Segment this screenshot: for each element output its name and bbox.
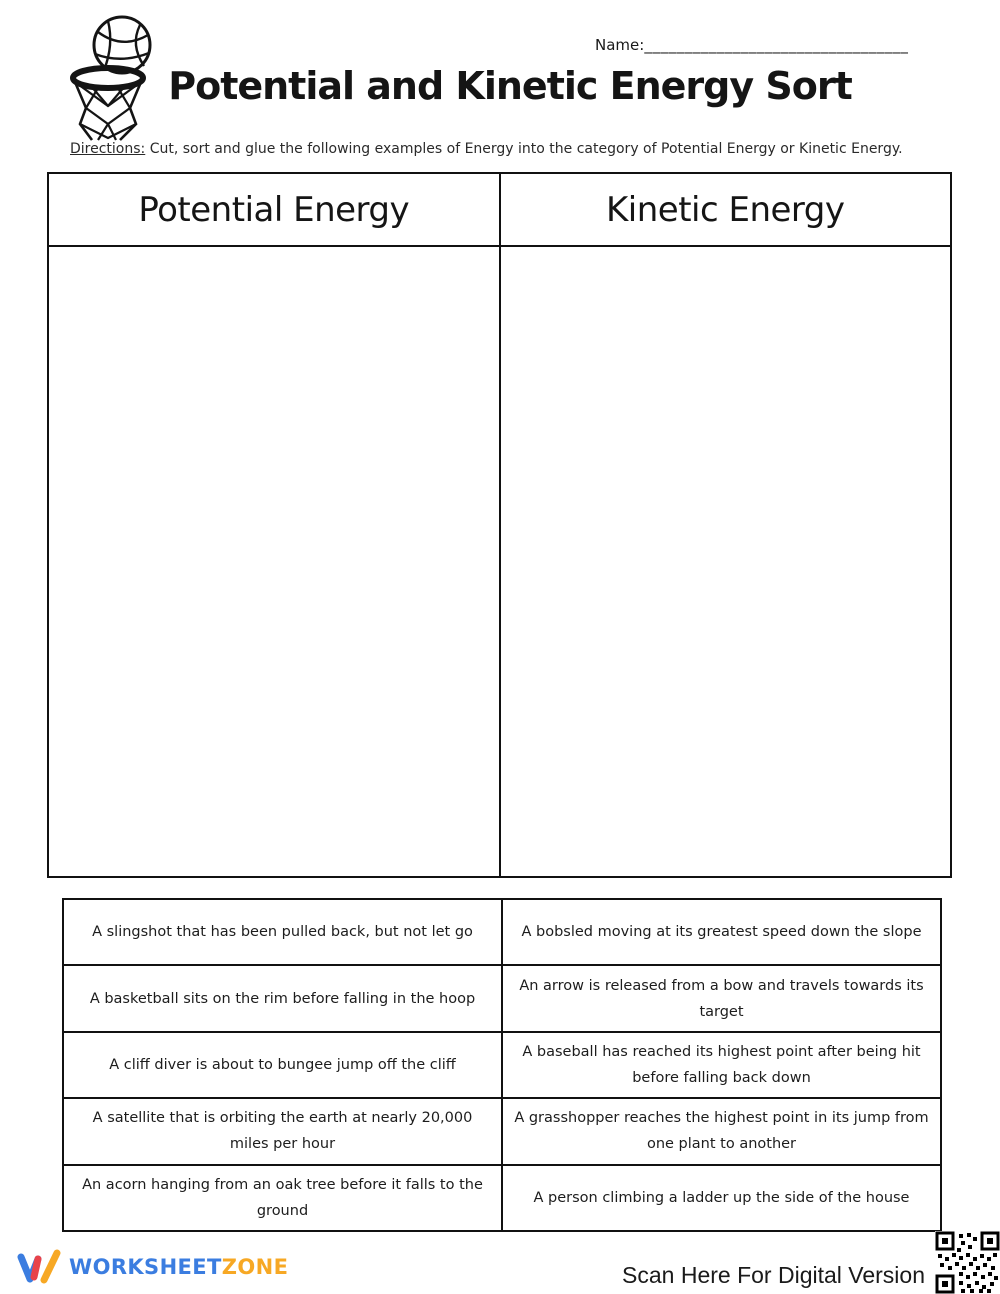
sort-table [47, 172, 952, 878]
column-header-potential-energy: Potential Energy [49, 174, 501, 245]
logo-text-zone: ZONE [221, 1255, 289, 1279]
energy-card[interactable]: An acorn hanging from an oak tree before it falls to the ground [63, 1165, 502, 1231]
energy-card[interactable]: A person climbing a ladder up the side of the house [502, 1165, 941, 1231]
logo-text-worksheet: WORKSHEET [69, 1255, 222, 1279]
directions [70, 141, 903, 157]
energy-card[interactable]: A satellite that is orbiting the earth at nearly 20,000 miles per hour [63, 1098, 502, 1164]
page-title: Potential and Kinetic Energy Sort [168, 64, 852, 108]
w-logo-icon [16, 1246, 62, 1288]
logo-text [69, 1255, 288, 1279]
energy-card[interactable]: An arrow is released from a bow and travels towards its target [502, 965, 941, 1031]
sort-table-header [49, 174, 950, 247]
energy-card[interactable]: A grasshopper reaches the highest point in its jump from one plant to another [502, 1098, 941, 1164]
energy-card[interactable]: A basketball sits on the rim before falling in the hoop [63, 965, 502, 1031]
sort-table-body [49, 247, 950, 876]
qr-code [935, 1231, 1000, 1294]
potential-energy-drop-area[interactable] [49, 247, 501, 876]
energy-card[interactable]: A bobsled moving at its greatest speed down the slope [502, 899, 941, 965]
worksheetzone-logo [16, 1246, 288, 1288]
energy-card[interactable]: A cliff diver is about to bungee jump off the cliff [63, 1032, 502, 1098]
energy-card[interactable]: A baseball has reached its highest point after being hit before falling back down [502, 1032, 941, 1098]
cards-table [62, 898, 942, 1232]
directions-text: Cut, sort and glue the following examples of Energy into the category of Potential Energy or Kinetic Energy. [145, 141, 903, 157]
directions-label: Directions: [70, 141, 146, 157]
name-label: Name: [595, 36, 645, 54]
name-line[interactable]: _________________________________ [644, 36, 909, 54]
energy-card[interactable]: A slingshot that has been pulled back, but not let go [63, 899, 502, 965]
name-row [595, 36, 908, 54]
scan-here-text: Scan Here For Digital Version [622, 1262, 925, 1288]
kinetic-energy-drop-area[interactable] [501, 247, 951, 876]
column-header-kinetic-energy: Kinetic Energy [605, 189, 845, 230]
